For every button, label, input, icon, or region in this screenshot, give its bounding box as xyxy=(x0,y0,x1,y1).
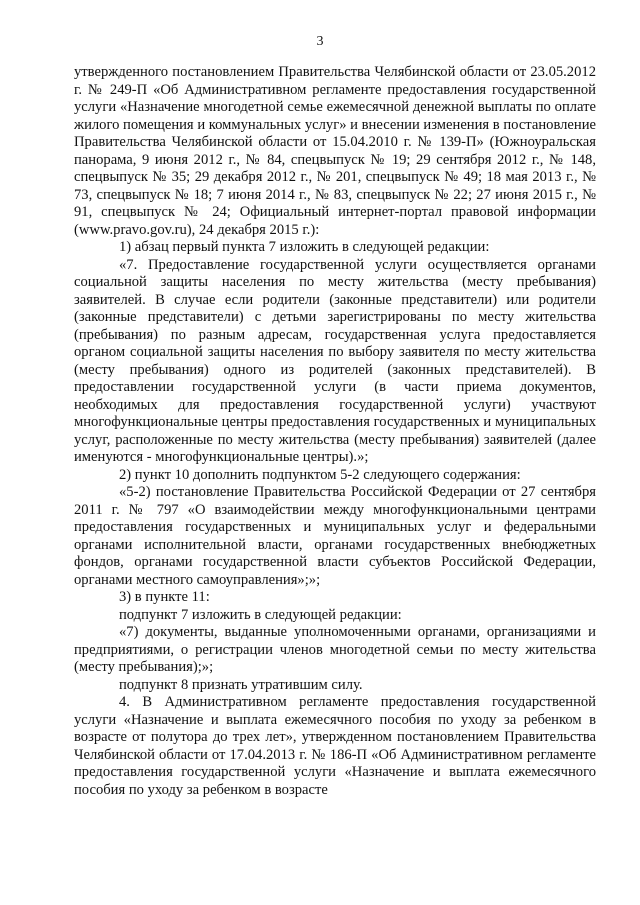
paragraph-item-2: 2) пункт 10 дополнить подпунктом 5-2 следующего содержания: xyxy=(119,466,521,483)
paragraph-item-1-quote: «7. Предоставление государственной услуги осуществляется органами социальной защиты населения по месту жительства (месту пребывания) заявителей. В случае если родители (законные представители) или родители (законные представители) с детьми зарегистрированы по месту жительства (пребывания) по разным адресам, государственная услуга предоставляется органом социальной защиты населения по выбору заявителя по месту жительства (месту пребывания) одного из родителей (законных представителей). В предоставлении государственной услуги (в части приема документов, необходимых для предоставления государственной услуги) участвуют многофункциональные центры предоставления государственных и муниципальных услуг, расположенные по месту жительства (месту пребывания) заявителей (далее именуются - многофункциональные центры).»; xyxy=(74,256,596,465)
paragraph-intro-continuation: утвержденного постановлением Правительства Челябинской области от 23.05.2012 г. № 249-П «Об Административном регламенте предоставления государственной услуги «Назначение многодетной семье ежемесячной денежной выплаты по оплате жилого помещения и коммунальных услуг» и внесении изменения в постановление Правительства Челябинской области от 15.04.2010 г. № 139-П» (Южноуральская панорама, 9 июня 2012 г., № 84, спецвыпуск № 19; 29 сентября 2012 г., № 148, спецвыпуск № 35; 29 декабря 2012 г., № 201, спецвыпуск № 49; 18 мая 2013 г., № 73, спецвыпуск № 18; 7 июня 2014 г., № 83, спецвыпуск № 22; 27 июня 2015 г., № 91, спецвыпуск № 24; Официальный интернет-портал правовой информации (www.pravo.gov.ru), 24 декабря 2015 г.): xyxy=(74,64,596,238)
page-number: 3 xyxy=(316,34,324,49)
document-body xyxy=(74,64,596,799)
paragraph-item-3-sub-7: подпункт 7 изложить в следующей редакции: xyxy=(119,606,402,623)
paragraph-item-1: 1) абзац первый пункта 7 изложить в следующей редакции: xyxy=(119,239,490,255)
paragraph-item-3-sub-8: подпункт 8 признать утратившим силу. xyxy=(119,676,363,693)
paragraph-item-2-quote: «5-2) постановление Правительства Российской Федерации от 27 сентября 2011 г. № 797 «О взаимодействии между многофункциональными центрами предоставления государственных и муниципальных услуг и федеральными органами исполнительной власти, органами государственных внебюджетных фондов, органами государственной власти субъектов Российской Федерации, органами местного самоуправления»;»; xyxy=(74,484,596,588)
paragraph-section-4: 4. В Административном регламенте предоставления государственной услуги «Назначение и выплата ежемесячного пособия по уходу за ребенком в возрасте от полутора до трех лет», утвержденном постановлением Правительства Челябинской области от 17.04.2013 г. № 186-П «Об Административном регламенте предоставления государственной услуги «Назначение и выплата ежемесячного пособия по уходу за ребенком в возрасте xyxy=(74,694,596,798)
paragraph-item-3-sub-7-quote: «7) документы, выданные уполномоченными органами, организациями и предприятиями, о регистрации членов многодетной семьи по месту жительства (месту пребывания);»; xyxy=(74,624,596,675)
paragraph-item-3: 3) в пункте 11: xyxy=(119,589,210,605)
